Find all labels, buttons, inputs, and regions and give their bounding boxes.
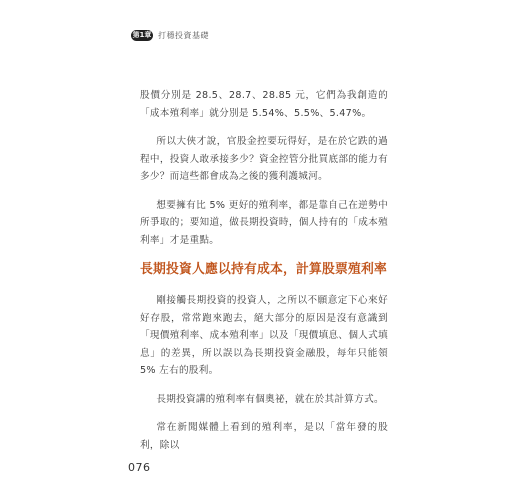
page-number: 076 bbox=[128, 461, 151, 474]
section-heading: 長期投資人應以持有成本，計算股票殖利率 bbox=[140, 262, 387, 277]
body-paragraph: 剛接觸長期投資的投資人，之所以不願意定下心來好好存股，常常跑來跑去，絕大部分的原因是沒有意識到「現價殖利率、成本殖利率」以及「現價填息、個人式填息」的差異，所以誤以為長期投資金融股，每年只能領 5% 左右的股利。 bbox=[140, 295, 388, 376]
page-body bbox=[140, 87, 388, 465]
chapter-badge: 第1章 bbox=[132, 30, 152, 39]
chapter-title: 打穩投資基礎 bbox=[158, 30, 209, 40]
body-paragraph: 股價分別是 28.5、28.7、28.85 元，它們為我創造的「成本殖利率」就分別是 5.54%、5.5%、5.47%。 bbox=[140, 90, 388, 119]
body-paragraph: 所以大俠才說，官股金控要玩得好，是在於它跌的過程中，投資人敢承接多少？資金控管分批買底部的能力有多少？而這些都會成為之後的獲利護城河。 bbox=[140, 136, 388, 182]
body-paragraph: 想要擁有比 5% 更好的殖利率，都是靠自己在逆勢中所爭取的；要知道，做長期投資時，個人持有的「成本殖利率」才是重點。 bbox=[140, 199, 388, 246]
body-paragraph: 長期投資講的殖利率有個奧祕，就在於其計算方式。 bbox=[156, 393, 384, 405]
body-paragraph: 常在新聞媒體上看到的殖利率，是以「當年發的股利，除以 bbox=[140, 422, 388, 451]
running-header bbox=[131, 28, 209, 42]
